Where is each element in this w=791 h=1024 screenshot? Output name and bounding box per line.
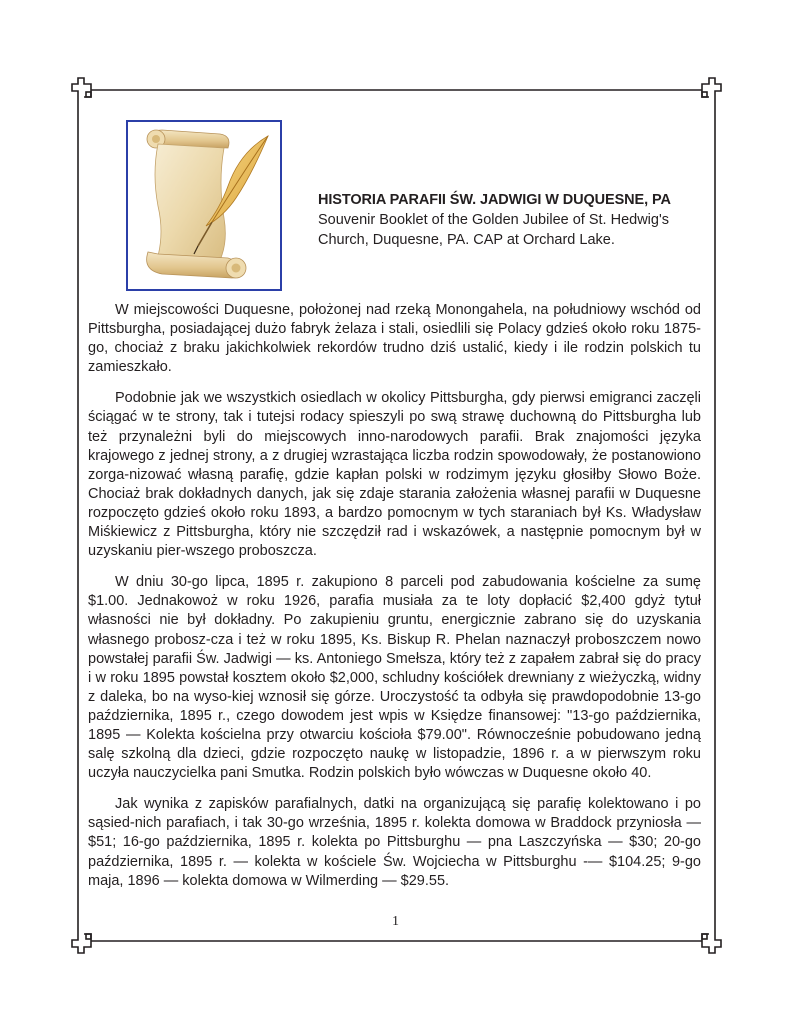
article-body	[88, 301, 701, 903]
document-subtitle-line-1: Souvenir Booklet of the Golden Jubilee of St. Hedwig's	[318, 212, 669, 228]
corner-ornament-bottom-right	[702, 928, 721, 953]
scroll-and-quill-icon	[128, 122, 280, 289]
document-subtitle-line-2: Church, Duquesne, PA. CAP at Orchard Lake.	[318, 232, 615, 248]
booklet-heading	[318, 190, 718, 250]
scroll-and-quill-illustration	[126, 120, 282, 291]
paragraph: W dniu 30-go lipca, 1895 r. zakupiono 8 parceli pod zabudowania kościelne za sumę $1.00. Jednakowoż w roku 1926, parafia musiała za te loty dopłacić $2,400 gdyż tytuł własności nie był dokładny. Po zakupieniu gruntu, energicznie zabrano się do uzyskania własnego probosz-cza i też w roku 1895, Ks. Biskup R. Phelan naznaczył proboszczem nowo powstałej parafii Św. Jadwigi — ks. Antoniego Smełsza, który też z zapałem zabrał się do pracy i w roku 1895 powstał kosztem około $2,000, schludny kościółek drewniany z wieżyczką, widny z daleka, bo na wyso-kiej wznosił się górze. Uroczystość ta odbyła się prawdopodobnie 13-go października, 1895 r., czego dowodem jest wpis w Księdze finansowej: "13-go października, 1895 — Kolekta kościelna przy otwarciu kościoła $79.00". Równocześnie pobudowano jedną salę szkolną dla dzieci, gdzie rozpoczęto naukę w listopadzie, 1896 r. a w pierwszym roku uczyła nauczycielka pani Smutka. Rodzin polskich było wówczas w Duquesne około 40.	[88, 574, 701, 782]
document-title: HISTORIA PARAFII ŚW. JADWIGI W DUQUESNE, PA	[318, 192, 671, 208]
corner-ornament-top-right	[702, 78, 721, 103]
paragraph: Podobnie jak we wszystkich osiedlach w okolicy Pittsburgha, gdy pierwsi emigranci zaczęli ściągać w te strony, tak i tutejsi rodacy spieszyli po swą strawę duchowną do Pittsburgha lub też przynależni byli do miejscowych inno-narodowych parafii. Brak znajomości języka krajowego z jednej strony, a z drugiej wzrastająca liczba rodzin spowodowały, że postanowiono zorga-nizować własną parafię, gdzie kapłan polski w rodzimym języku głosiłby Słowo Boże. Chociaż brak dokładnych danych, jak się zdaje starania założenia własnej parafii w Duquesne rozpoczęto gdzieś około roku 1893, a bardzo pomocnym w tych staraniach był Ks. Władysław Miśkiewicz z Pittsburgha, który nie szczędził rad i wskazówek, a następnie pomocnym był w uzyskaniu pier-wszego proboszcza.	[88, 390, 701, 560]
page-number: 1	[392, 914, 399, 929]
paragraph: Jak wynika z zapisków parafialnych, datki na organizującą się parafię kolektowano i po sąsied-nich parafiach, i tak 30-go września, 1895 r. kolekta domowa w Braddock przyniosła — $51; 16-go października, 1895 r. kolekta po Pittsburghu — pna Laszczyńska — $30; 20-go października, 1895 r. — kolekta w kościele Św. Wojciecha w Pittsburghu -— $104.25; 9-go maja, 1896 — kolekta domowa w Wilmerding — $29.55.	[88, 796, 701, 889]
corner-ornament-bottom-left	[72, 928, 91, 953]
paragraph: W miejscowości Duquesne, położonej nad rzeką Monongahela, na południowy wschód od Pittsburgha, posiadającej dużo fabryk żelaza i stali, osiedlili się Polacy gdzieś około roku 1875-go, chociaż z braku jakichkolwiek rekordów trudno dziś ustalić, kiedy i ile rodzin polskich tu zamieszkało.	[88, 302, 701, 376]
corner-ornament-top-left	[72, 78, 91, 103]
